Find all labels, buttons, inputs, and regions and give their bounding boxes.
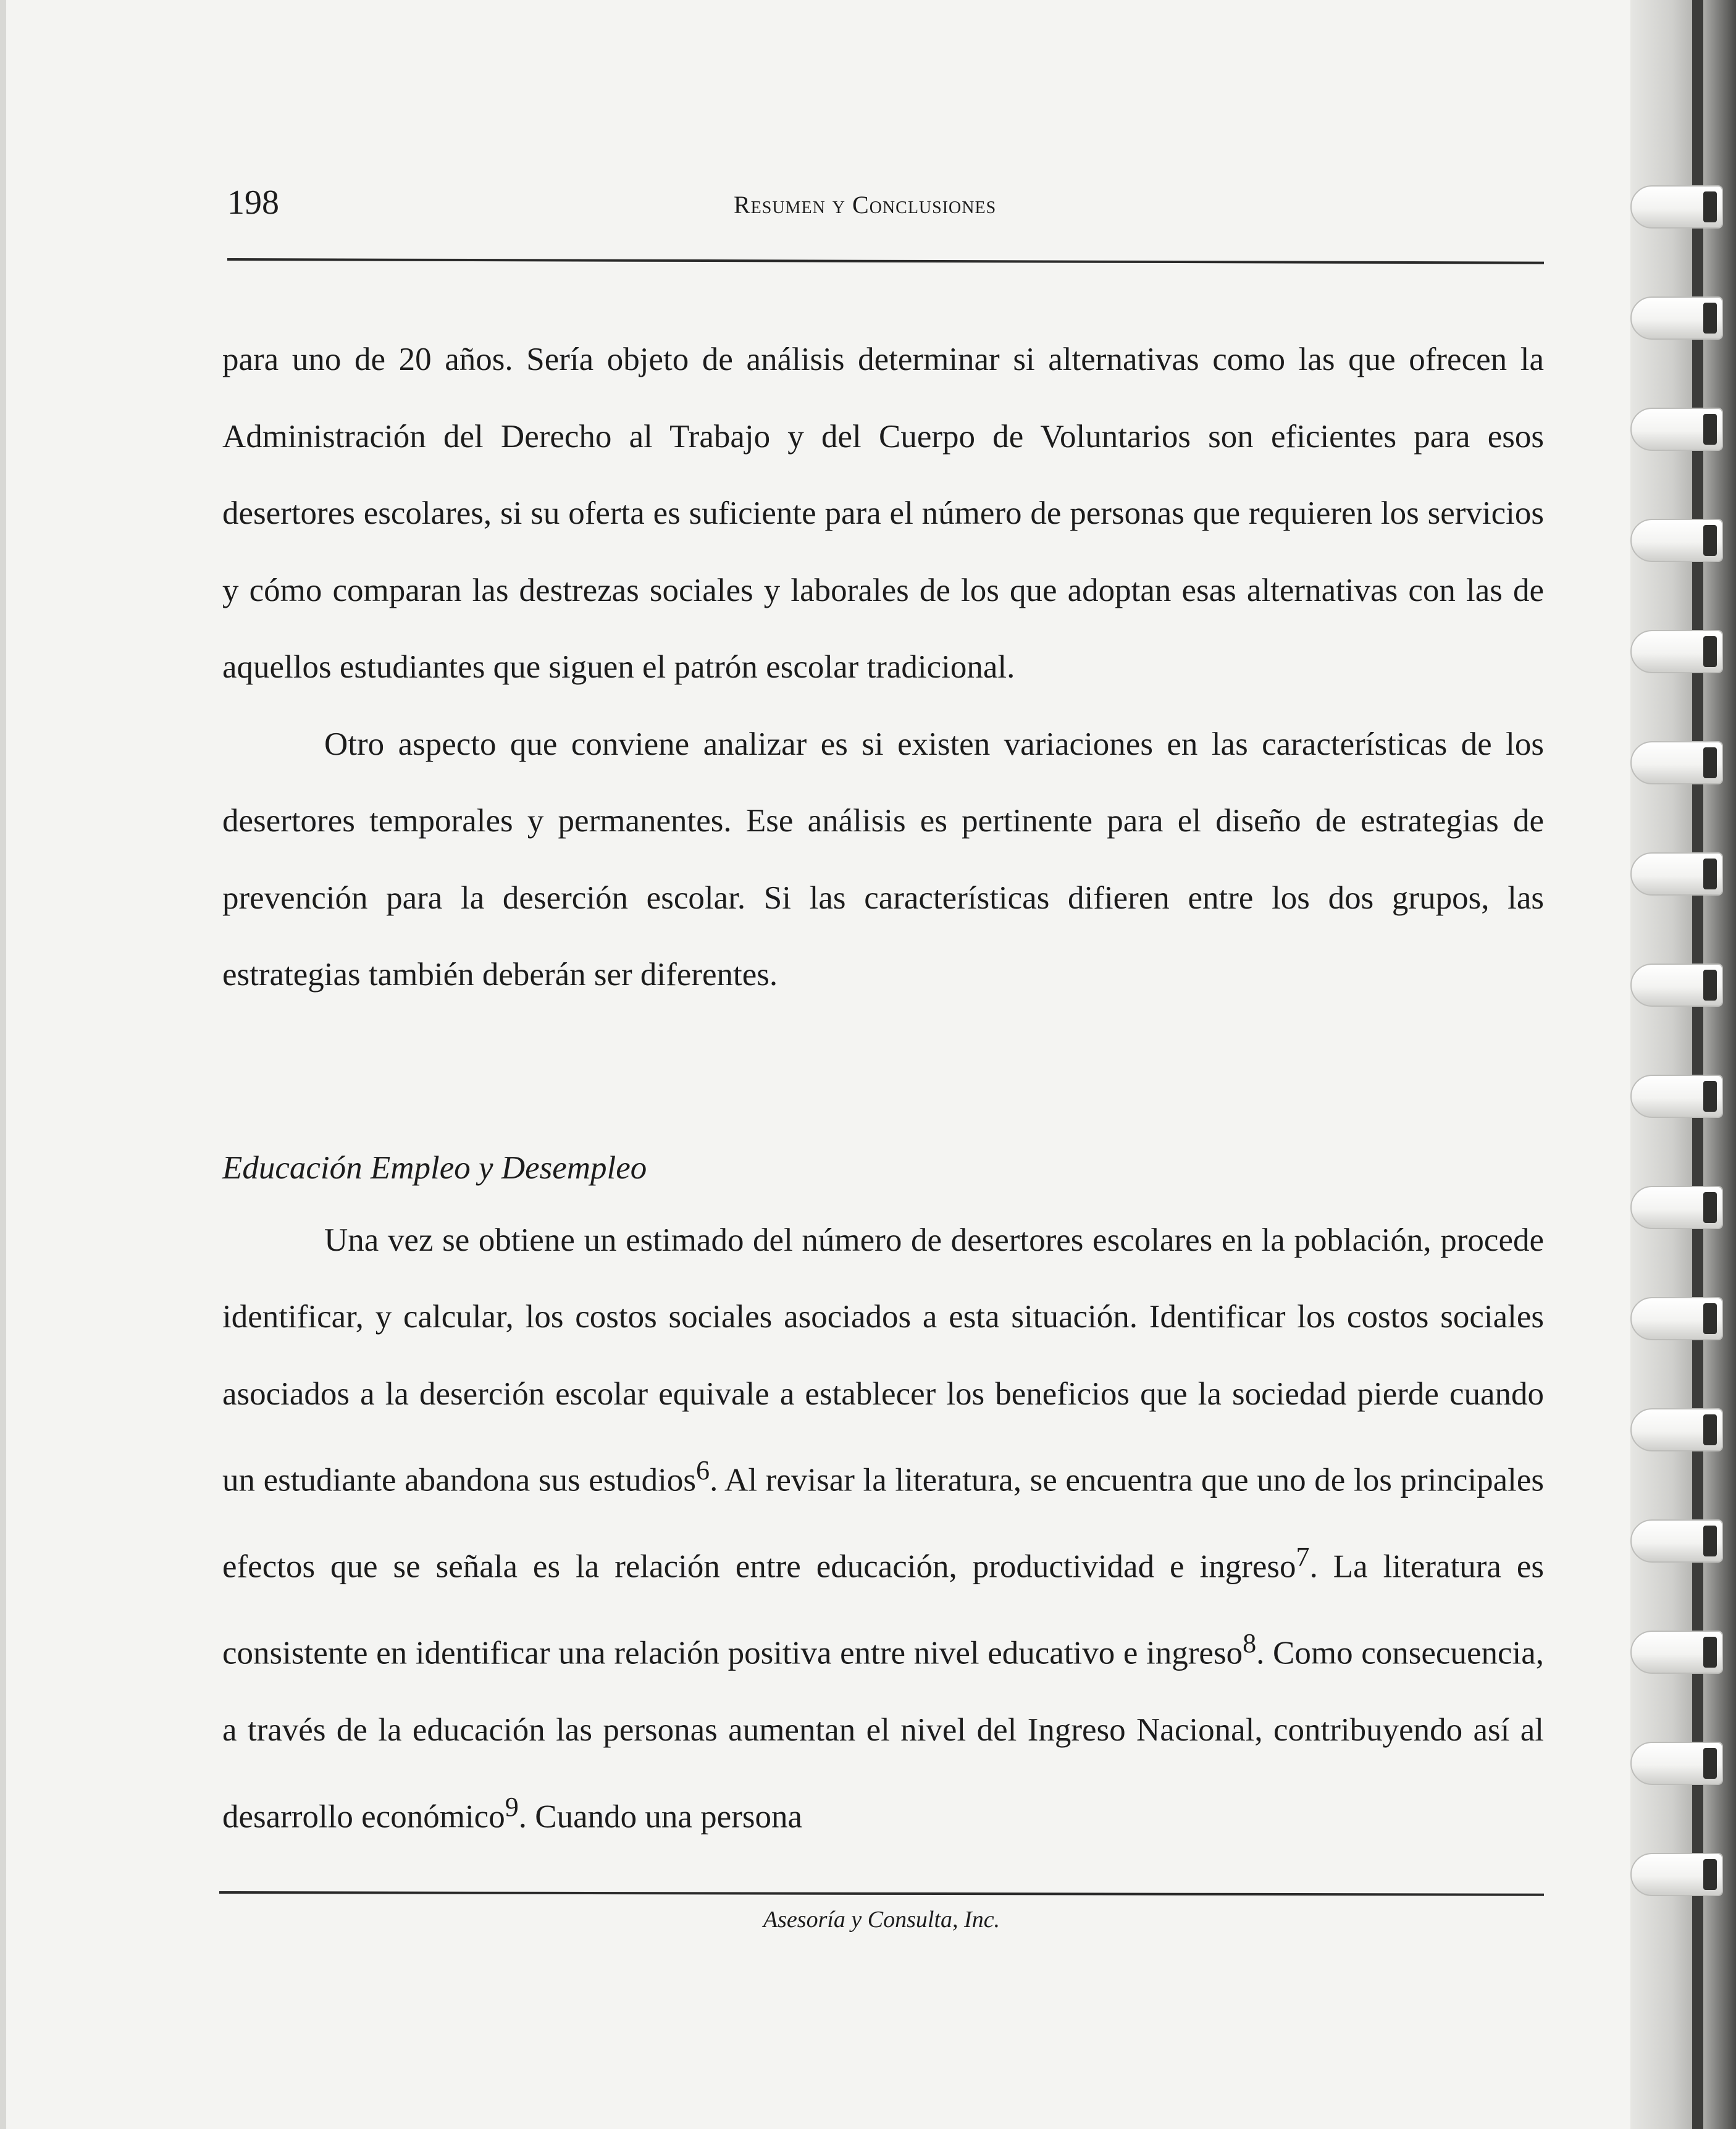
paragraph-sentence: . Al revisar la literatura, se encuentra que uno de los principales efectos que se señala es la relación entre educación, productividad e ingreso (222, 1462, 1544, 1585)
footnote-ref-7: 7 (1296, 1542, 1310, 1573)
paragraph-education-employment (222, 1202, 1544, 1856)
page-edge-shadow (0, 0, 6, 2129)
binding-coil (1630, 408, 1723, 451)
binding-coil (1630, 1742, 1723, 1785)
paragraph-continuation: para uno de 20 años. Sería objeto de análisis determinar si alternativas como las que ofrecen la Administración del Derecho al Trabajo y del Cuerpo de Voluntarios son eficientes para esos desertores escolares, si su oferta es suficiente para el número de personas que requieren los servicios y cómo comparan las destrezas sociales y laborales de los que adoptan esas alternativas con las de aquellos estudiantes que siguen el patrón escolar tradicional. (222, 342, 1544, 685)
header-rule (227, 258, 1544, 264)
footer-rule (219, 1891, 1544, 1896)
binding-coil (1630, 852, 1723, 896)
section-spacer (222, 1014, 1544, 1134)
paragraph-variations: Otro aspecto que conviene analizar es si existen variaciones en las características de los desertores temporales y permanentes. Ese análisis es pertinente para el diseño de estrategias de prevención para la deserción escolar. Si las características difieren entre los dos grupos, las estrategias también deberán ser diferentes. (222, 726, 1544, 993)
binding-coil (1630, 1297, 1723, 1340)
binding-coil (1630, 519, 1723, 562)
paragraph-sentence: . Cuando una persona (518, 1799, 803, 1835)
binding-coil (1630, 1186, 1723, 1229)
body-text (222, 321, 1544, 1855)
footnote-ref-9: 9 (505, 1791, 519, 1822)
binding-coil (1630, 964, 1723, 1007)
footnote-ref-8: 8 (1243, 1628, 1257, 1659)
binding-coil (1630, 1519, 1723, 1563)
section-heading: Educación Empleo y Desempleo (222, 1149, 647, 1186)
binding-coil (1630, 741, 1723, 784)
footnote-ref-6: 6 (696, 1455, 710, 1485)
binding-coil (1630, 630, 1723, 673)
binding-coil (1630, 1075, 1723, 1118)
paragraph-sentence: Una vez se obtiene un estimado del número de desertores escolares en la población, procede identificar, y calcular, los costos sociales asociados a esta situación. Identificar los costos sociales asociados a la deserción escolar equivale a establecer los beneficios que la sociedad pierde cuando un estudiante abandona sus estudios (222, 1222, 1544, 1498)
binding-coil (1630, 296, 1723, 340)
binding-coil (1630, 185, 1723, 229)
binding-coil (1630, 1853, 1723, 1896)
paragraph-sentence: . La literatura es consistente en identificar una relación positiva entre nivel educativo e ingreso (222, 1548, 1544, 1671)
running-title: Resumen y Conclusiones (734, 191, 997, 219)
page-footer: Asesoría y Consulta, Inc. (763, 1907, 1000, 1933)
paragraph-sentence: . Como consecuencia, a través de la educación las personas aumentan el nivel del Ingreso Nacional, contribuyendo así al desarrollo económico (222, 1635, 1545, 1835)
binding-coil (1630, 1408, 1723, 1451)
binding-coil (1630, 1631, 1723, 1674)
page-number: 198 (227, 183, 279, 222)
page-header (227, 183, 1544, 232)
